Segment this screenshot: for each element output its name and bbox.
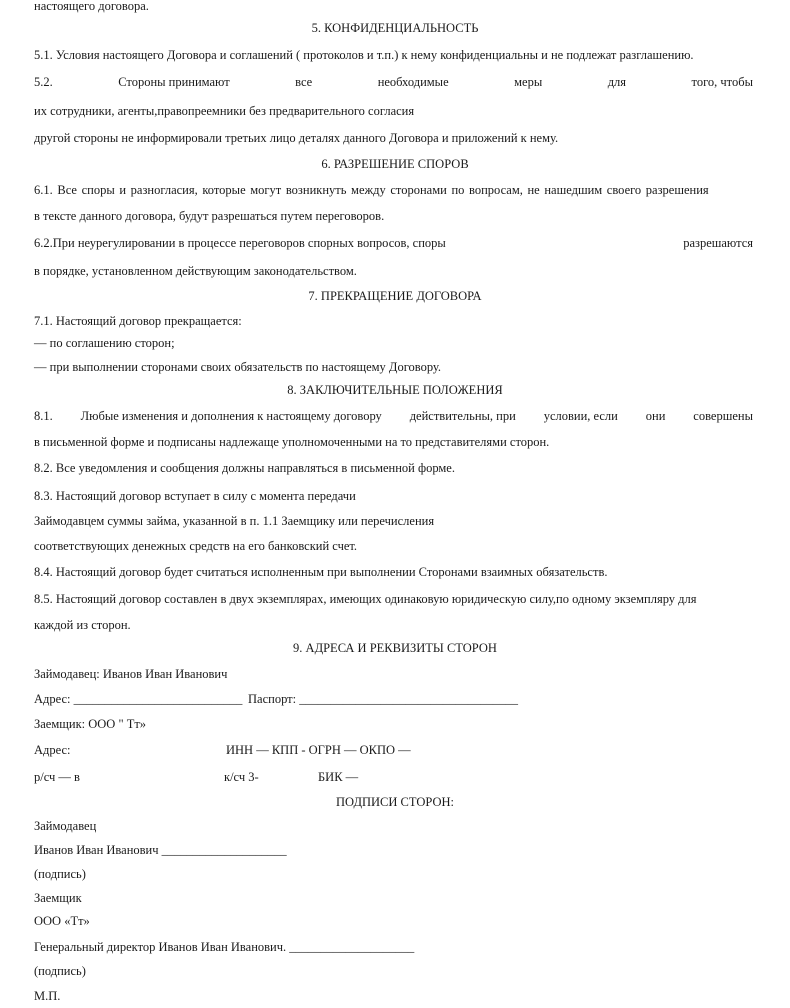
word: они — [645, 409, 666, 423]
lender-line: Займодавец: Иванов Иван Иванович — [34, 667, 228, 681]
clause-7-1: 7.1. Настоящий договор прекращается: — [34, 314, 242, 328]
top-fragment: настоящего договора. — [34, 0, 149, 13]
sig-borrower-org: ООО «Тт» — [34, 914, 90, 928]
sig-lender-name: Иванов Иван Иванович ____________________ — [34, 843, 287, 857]
clause-text: 6.2.При неурегулировании в процессе переговоров спорных вопросов, споры — [34, 236, 446, 250]
clause-8-1-line-1 — [34, 408, 753, 424]
clause-8-2: 8.2. Все уведомления и сообщения должны направляться в письменной форме. — [34, 461, 455, 475]
clause-6-2-line-2: в порядке, установленном действующим законодательством. — [34, 264, 357, 278]
section-8-heading: 8. ЗАКЛЮЧИТЕЛЬНЫЕ ПОЛОЖЕНИЯ — [287, 383, 503, 397]
borrower-address: Адрес: — [34, 743, 71, 757]
list-item: — по соглашению сторон; — [34, 336, 175, 350]
list-item: — при выполнении сторонами своих обязательств по настоящему Договору. — [34, 360, 442, 374]
borrower-requisites: ИНН — КПП - ОГРН — ОКПО — — [226, 743, 411, 757]
word: того, чтобы — [691, 75, 753, 89]
word: совершены — [693, 409, 753, 423]
section-5-heading: 5. КОНФИДЕНЦИАЛЬНОСТЬ — [311, 21, 479, 35]
sig-lender-sign: (подпись) — [34, 867, 86, 881]
clause-8-5-line-1: 8.5. Настоящий договор составлен в двух экземплярах, имеющих одинаковую юридическую силу,по одному экземпляру для — [34, 592, 697, 606]
stamp-place: М.П. — [34, 989, 61, 1003]
borrower-line: Заемщик: ООО " Тт» — [34, 717, 147, 731]
bik: БИК — — [318, 770, 359, 784]
word: для — [607, 75, 627, 89]
section-7-heading: 7. ПРЕКРАЩЕНИЕ ДОГОВОРА — [308, 289, 482, 303]
lender-address: Адрес: ___________________________ — [34, 692, 243, 706]
clause-text: 6.1. Все споры и разногласия, которые могут возникнуть между сторонами по вопросам, не нашедшим своего разрешения — [34, 183, 709, 197]
clause-8-5-line-2: каждой из сторон. — [34, 618, 131, 632]
word: условии, если — [543, 409, 618, 423]
clause-5-2-line-2: их сотрудники, агенты,правопреемники без предварительного согласия — [34, 104, 415, 118]
bank-account: р/сч — в — [34, 770, 80, 784]
word: все — [295, 75, 313, 89]
word: Стороны принимают — [118, 75, 230, 89]
word: необходимые — [377, 75, 449, 89]
sig-borrower-label: Заемщик — [34, 891, 82, 905]
clause-6-1-line-1 — [34, 182, 753, 198]
word: Любые изменения и дополнения к настоящему договору — [80, 409, 382, 423]
word: действительны, при — [409, 409, 516, 423]
clause-8-3-line-3: соответствующих денежных средств на его банковский счет. — [34, 539, 358, 553]
clause-5-1: 5.1. Условия настоящего Договора и соглашений ( протоколов и т.п.) к нему конфиденциальны и не подлежат разглашению. — [34, 48, 694, 62]
clause-6-2-line-1 — [34, 235, 753, 251]
word: 5.2. — [34, 75, 53, 89]
section-9-heading: 9. АДРЕСА И РЕКВИЗИТЫ СТОРОН — [293, 641, 497, 655]
section-6-heading: 6. РАЗРЕШЕНИЕ СПОРОВ — [321, 157, 469, 171]
clause-6-1-line-2: в тексте данного договора, будут разрешаться путем переговоров. — [34, 209, 385, 223]
sig-lender-label: Займодавец — [34, 819, 97, 833]
clause-5-2-line-1 — [34, 74, 753, 90]
signatures-heading: ПОДПИСИ СТОРОН: — [336, 795, 454, 809]
word: 8.1. — [34, 409, 53, 423]
clause-8-4: 8.4. Настоящий договор будет считаться исполненным при выполнении Сторонами взаимных обязательств. — [34, 565, 608, 579]
sig-borrower-sign: (подпись) — [34, 964, 86, 978]
clause-text: разрешаются — [683, 236, 753, 250]
sig-director: Генеральный директор Иванов Иван Иванович. ____________________ — [34, 940, 415, 954]
lender-passport: Паспорт: ___________________________________ — [248, 692, 518, 706]
clause-8-1-line-2: в письменной форме и подписаны надлежаще уполномоченными на то представителями сторон. — [34, 435, 550, 449]
clause-5-2-line-3: другой стороны не информировали третьих лицо деталях данного Договора и приложений к нему. — [34, 131, 559, 145]
corr-account: к/сч 3- — [224, 770, 259, 784]
clause-8-3-line-1: 8.3. Настоящий договор вступает в силу с момента передачи — [34, 489, 356, 503]
word: меры — [514, 75, 543, 89]
clause-8-3-line-2: Займодавцем суммы займа, указанной в п. 1.1 Заемщику или перечисления — [34, 514, 435, 528]
